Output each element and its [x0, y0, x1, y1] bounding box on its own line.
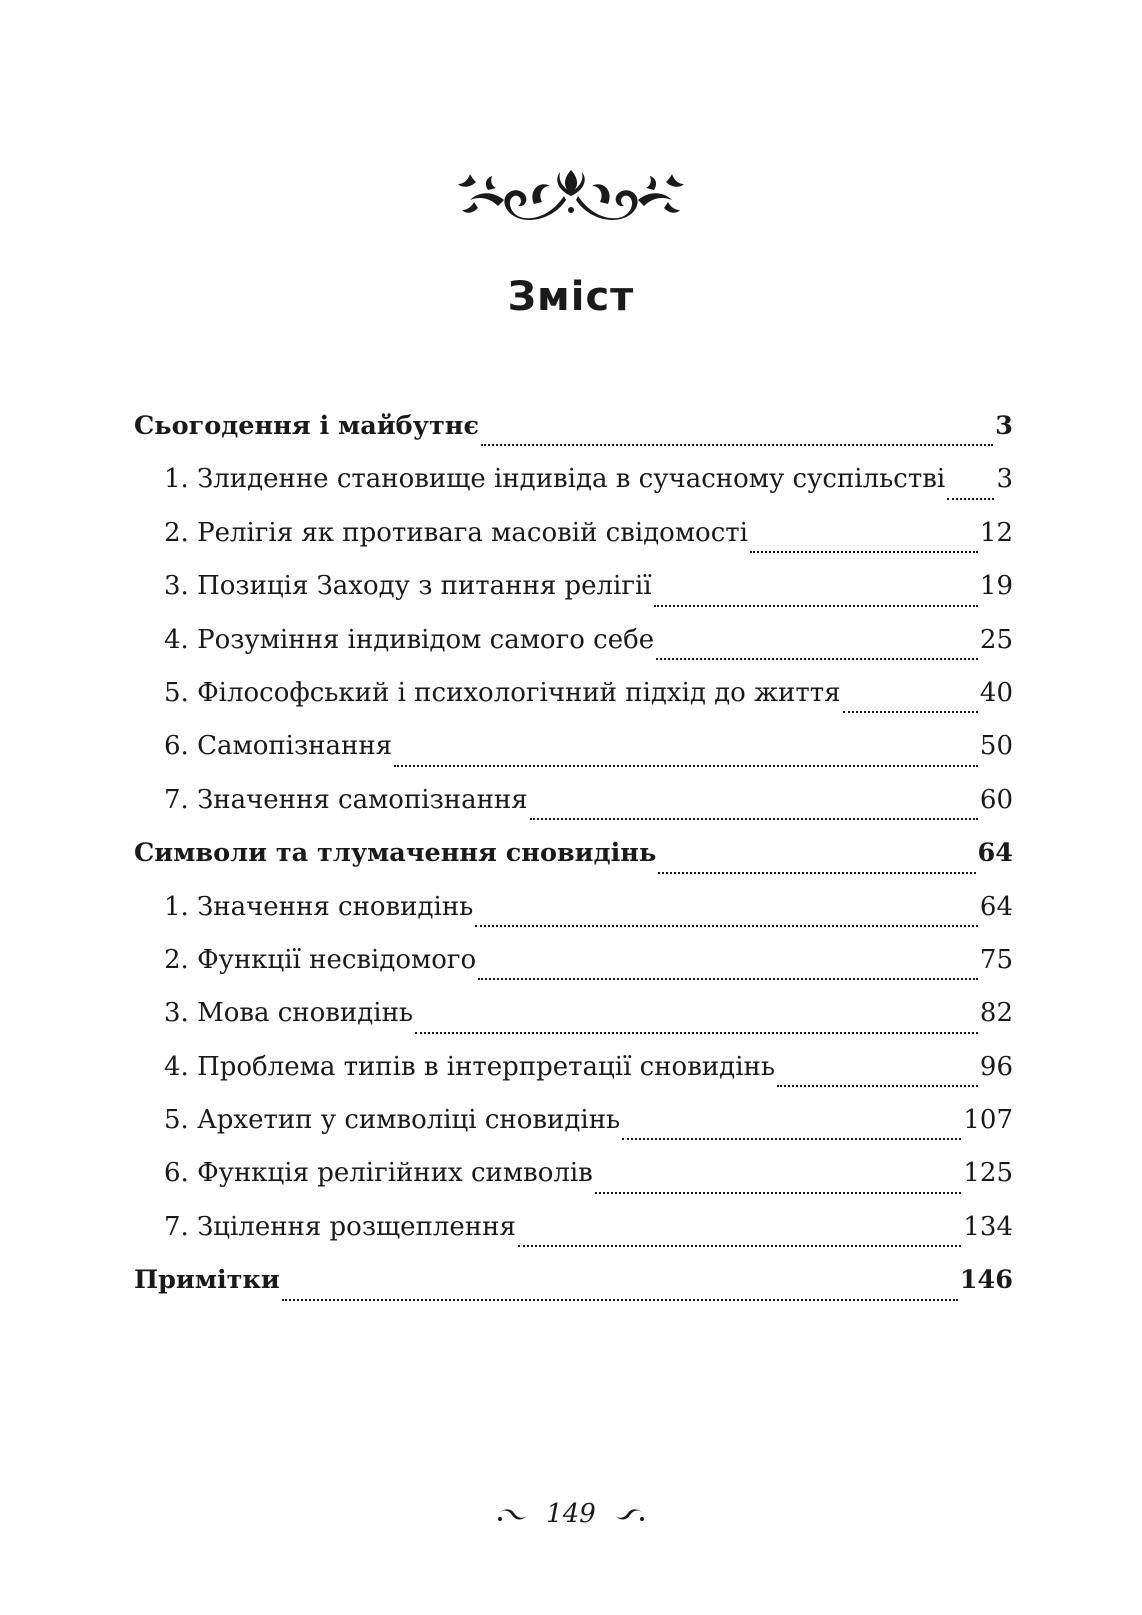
toc-entry-page: 60: [979, 784, 1013, 815]
toc-item: [134, 1102, 1013, 1155]
dot-leader: [843, 711, 978, 713]
dot-leader: [481, 444, 993, 446]
toc-item: [134, 728, 1013, 781]
toc-entry-title: Сьогодення і майбутнє: [134, 411, 479, 441]
toc-entry-title: 6. Самопізнання: [164, 731, 393, 762]
toc-entry-page: 96: [979, 1051, 1013, 1082]
toc-entry-page: 3: [995, 411, 1013, 441]
table-of-contents: [134, 408, 1013, 1316]
toc-item: [134, 782, 1013, 835]
toc-entry-page: 19: [979, 571, 1013, 602]
dot-leader: [415, 1032, 978, 1034]
toc-entry-page: 40: [979, 677, 1013, 708]
dot-leader: [478, 978, 978, 980]
toc-entry-title: 4. Проблема типів в інтерпретації сновидінь: [164, 1051, 775, 1082]
toc-entry-title: Символи та тлумачення сновидінь: [134, 838, 657, 869]
toc-entry-title: 4. Розуміння індивідом самого себе: [164, 624, 655, 655]
toc-entry-page: 50: [979, 731, 1013, 762]
toc-entry-title: Примітки: [134, 1265, 280, 1296]
toc-item: [134, 1209, 1013, 1262]
dot-leader: [282, 1299, 958, 1301]
toc-item: [134, 942, 1013, 995]
toc-entry-page: 146: [959, 1265, 1013, 1296]
toc-entry-page: 64: [977, 838, 1013, 869]
dot-leader: [777, 1085, 978, 1087]
page-title: Зміст: [507, 274, 635, 320]
toc-section: [134, 408, 1013, 461]
toc-item: [134, 995, 1013, 1048]
toc-entry-page: 125: [963, 1158, 1013, 1189]
dot-leader: [394, 765, 978, 767]
toc-item: [134, 675, 1013, 728]
dot-leader: [518, 1245, 961, 1247]
toc-item: [134, 1155, 1013, 1208]
dot-leader: [530, 818, 978, 820]
toc-entry-page: 75: [979, 944, 1013, 975]
toc-section: [134, 1262, 1013, 1315]
toc-entry-page: 82: [979, 998, 1013, 1029]
dot-leader: [750, 551, 978, 553]
dot-leader: [947, 498, 994, 500]
toc-item: [134, 1049, 1013, 1102]
toc-section: [134, 835, 1013, 888]
toc-entry-title: 2. Релігія як противага масовій свідомості: [164, 517, 748, 548]
toc-entry-title: 7. Зцілення розщеплення: [164, 1211, 516, 1242]
toc-entry-page: 107: [963, 1105, 1013, 1136]
dot-leader: [622, 1138, 961, 1140]
toc-entry-page: 25: [979, 624, 1013, 655]
toc-entry-title: 5. Філософський і психологічний підхід до життя: [164, 677, 841, 708]
page-number: 149: [546, 1499, 596, 1529]
toc-entry-title: 1. Злиденне становище індивіда в сучасному суспільстві: [164, 464, 946, 495]
page-footer: [0, 1496, 1142, 1532]
toc-entry-page: 134: [963, 1211, 1013, 1242]
dot-leader: [595, 1192, 962, 1194]
toc-entry-page: 12: [979, 517, 1013, 548]
footer-left-ornament-icon: [494, 1507, 532, 1523]
floral-ornament-icon: [458, 160, 684, 236]
toc-entry-page: 3: [996, 464, 1013, 495]
toc-entry-page: 64: [979, 891, 1013, 922]
dot-leader: [475, 925, 978, 927]
toc-entry-title: 3. Позиція Заходу з питання релігії: [164, 571, 652, 602]
toc-entry-title: 1. Значення сновидінь: [164, 891, 474, 922]
toc-item: [134, 461, 1013, 514]
toc-item: [134, 622, 1013, 675]
toc-entry-title: 6. Функція релігійних символів: [164, 1158, 593, 1189]
toc-entry-title: 7. Значення самопізнання: [164, 784, 528, 815]
toc-item: [134, 889, 1013, 942]
toc-entry-title: 3. Мова сновидінь: [164, 998, 414, 1029]
toc-entry-title: 5. Архетип у символіці сновидінь: [164, 1105, 621, 1136]
toc-item: [134, 568, 1013, 621]
dot-leader: [656, 658, 978, 660]
dot-leader: [658, 872, 975, 874]
toc-entry-title: 2. Функції несвідомого: [164, 944, 477, 975]
footer-right-ornament-icon: [610, 1507, 648, 1523]
toc-item: [134, 515, 1013, 568]
dot-leader: [654, 605, 978, 607]
